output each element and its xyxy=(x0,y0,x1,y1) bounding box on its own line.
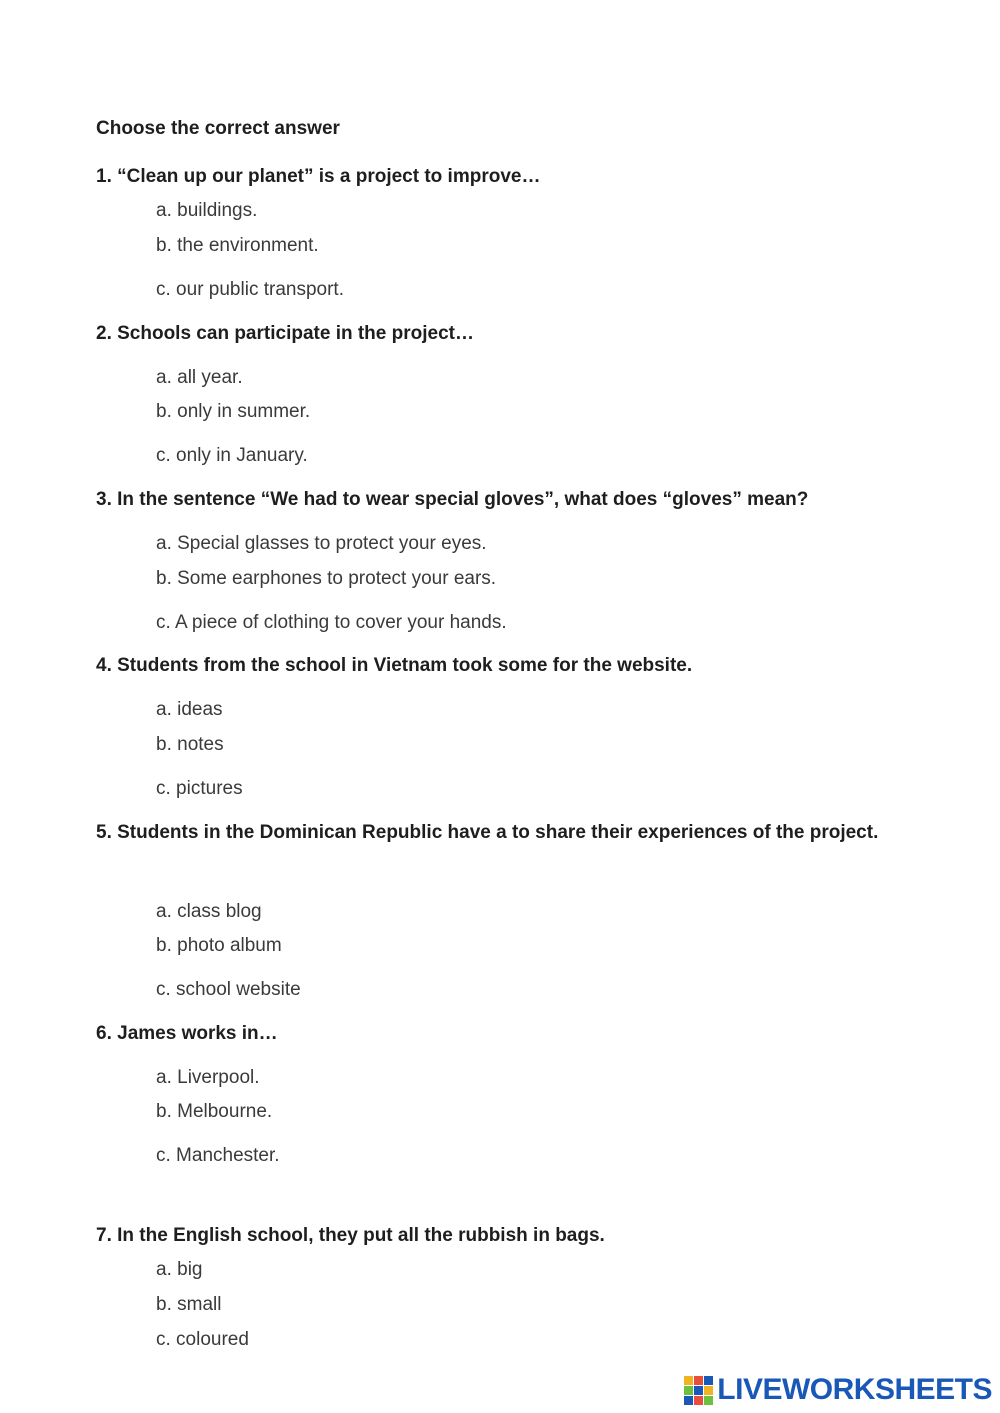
question-6-option-a[interactable]: a. Liverpool. xyxy=(156,1067,260,1088)
question-2-option-b[interactable]: b. only in summer. xyxy=(156,401,311,422)
question-5: 5. Students in the Dominican Republic have a to share their experiences of the project. xyxy=(96,822,879,843)
question-1-option-a[interactable]: a. buildings. xyxy=(156,200,258,221)
question-2-option-c[interactable]: c. only in January. xyxy=(156,445,308,466)
question-7: 7. In the English school, they put all the rubbish in bags. xyxy=(96,1225,605,1246)
liveworksheets-logo-icon xyxy=(684,1376,713,1405)
question-6-option-c[interactable]: c. Manchester. xyxy=(156,1145,280,1166)
question-5-option-b[interactable]: b. photo album xyxy=(156,935,282,956)
liveworksheets-logo[interactable] xyxy=(684,1375,992,1405)
question-3-option-a[interactable]: a. Special glasses to protect your eyes. xyxy=(156,533,487,554)
question-4-option-c[interactable]: c. pictures xyxy=(156,778,243,799)
question-4-option-b[interactable]: b. notes xyxy=(156,734,224,755)
question-2: 2. Schools can participate in the project… xyxy=(96,323,474,344)
question-5-option-c[interactable]: c. school website xyxy=(156,979,301,1000)
worksheet-heading: Choose the correct answer xyxy=(96,118,340,139)
question-6-option-b[interactable]: b. Melbourne. xyxy=(156,1101,273,1122)
liveworksheets-logo-text: LIVEWORKSHEETS xyxy=(717,1373,992,1406)
question-1-option-c[interactable]: c. our public transport. xyxy=(156,279,344,300)
question-3-option-c[interactable]: c. A piece of clothing to cover your hands. xyxy=(156,612,507,633)
question-4-option-a[interactable]: a. ideas xyxy=(156,699,223,720)
question-1: 1. “Clean up our planet” is a project to improve… xyxy=(96,166,541,187)
question-4: 4. Students from the school in Vietnam took some for the website. xyxy=(96,655,693,676)
question-7-option-b[interactable]: b. small xyxy=(156,1294,222,1315)
question-7-option-a[interactable]: a. big xyxy=(156,1259,203,1280)
question-1-option-b[interactable]: b. the environment. xyxy=(156,235,319,256)
question-3: 3. In the sentence “We had to wear special gloves”, what does “gloves” mean? xyxy=(96,489,809,510)
question-7-option-c[interactable]: c. coloured xyxy=(156,1329,249,1350)
question-6: 6. James works in… xyxy=(96,1023,278,1044)
question-5-option-a[interactable]: a. class blog xyxy=(156,901,262,922)
question-2-option-a[interactable]: a. all year. xyxy=(156,367,243,388)
question-3-option-b[interactable]: b. Some earphones to protect your ears. xyxy=(156,568,497,589)
